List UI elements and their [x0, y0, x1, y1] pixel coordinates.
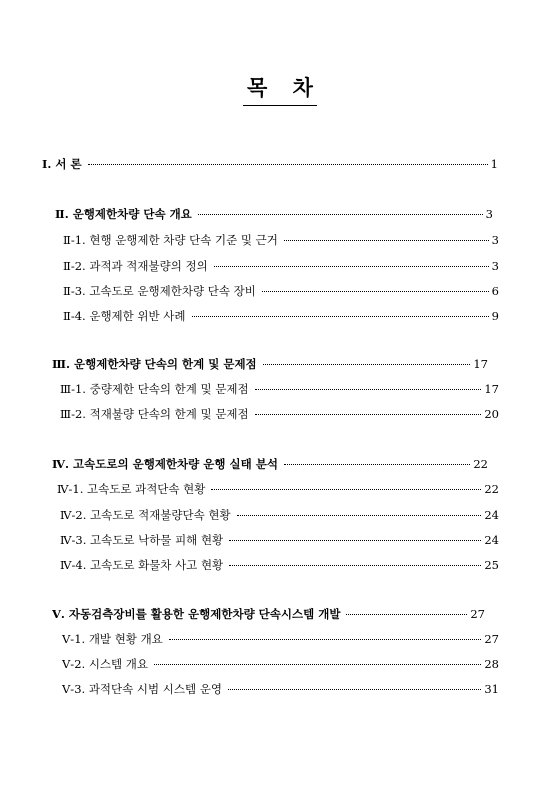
toc-entry-5-2[interactable] [62, 656, 499, 672]
toc-entry-4-3[interactable] [60, 532, 499, 548]
toc-entry-label: Ⅴ. 자동검측장비를 활용한 운행제한차량 단속시스템 개발 [52, 607, 341, 621]
toc-leader-dots [262, 291, 489, 292]
toc-entry-page: 22 [473, 457, 488, 471]
toc-leader-dots [169, 639, 482, 640]
toc-entry-5-3[interactable] [62, 681, 499, 697]
toc-leader-dots [255, 414, 482, 415]
toc-entry-page: 6 [491, 284, 499, 298]
toc-entry-label: Ⅱ-2. 과적과 적재불량의 정의 [63, 259, 208, 273]
toc-entry-page: 24 [484, 533, 499, 547]
toc-leader-dots [198, 214, 483, 215]
toc-entry-label: Ⅴ-2. 시스템 개요 [62, 657, 149, 671]
toc-entry-3[interactable] [52, 356, 488, 372]
toc-entry-2-1[interactable] [63, 232, 499, 248]
toc-entry-page: 22 [484, 482, 499, 496]
toc-leader-dots [255, 389, 482, 390]
toc-entry-page: 1 [490, 157, 498, 171]
toc-entry-label: Ⅳ. 고속도로의 운행제한차량 운행 실태 분석 [52, 457, 278, 471]
toc-entry-label: Ⅲ-1. 중량제한 단속의 한계 및 문제점 [60, 382, 249, 396]
toc-leader-dots [228, 689, 481, 690]
toc-entry-5-1[interactable] [62, 631, 499, 647]
toc-entry-page: 17 [484, 382, 499, 396]
toc-entry-page: 24 [484, 508, 499, 522]
toc-entry-1[interactable] [42, 156, 498, 172]
toc-entry-label: Ⅲ. 운행제한차량 단속의 한계 및 문제점 [52, 357, 257, 371]
toc-leader-dots [229, 565, 481, 566]
toc-entry-page: 3 [485, 207, 493, 221]
toc-leader-dots [214, 266, 489, 267]
toc-entry-2-2[interactable] [63, 258, 499, 274]
toc-entry-2-4[interactable] [63, 308, 499, 324]
page-title [0, 72, 560, 106]
toc-entry-page: 27 [470, 607, 485, 621]
toc-entry-label: Ⅳ-3. 고속도로 낙하물 피해 현황 [60, 533, 224, 547]
toc-entry-page: 25 [484, 558, 499, 572]
toc-leader-dots [154, 664, 481, 665]
toc-entry-page: 3 [491, 259, 499, 273]
toc-entry-label: Ⅱ. 운행제한차량 단속 개요 [55, 207, 192, 221]
toc-entry-label: Ⅳ-4. 고속도로 화물차 사고 현황 [60, 558, 224, 572]
toc-entry-label: Ⅰ. 서 론 [42, 157, 82, 171]
toc-entry-label: Ⅴ-1. 개발 현황 개요 [62, 632, 163, 646]
toc-leader-dots [229, 540, 481, 541]
toc-leader-dots [284, 464, 470, 465]
toc-entry-3-2[interactable] [60, 406, 499, 422]
toc-entry-label: Ⅴ-3. 과적단속 시범 시스템 운영 [62, 682, 222, 696]
toc-entry-page: 3 [491, 233, 499, 247]
toc-entry-label: Ⅱ-1. 현행 운행제한 차량 단속 기준 및 근거 [63, 233, 278, 247]
toc-entry-2-3[interactable] [63, 283, 499, 299]
toc-leader-dots [237, 515, 482, 516]
toc-entry-4-2[interactable] [60, 507, 499, 523]
toc-leader-dots [284, 240, 489, 241]
toc-entry-2[interactable] [55, 206, 493, 222]
toc-entry-4-1[interactable] [57, 481, 499, 497]
toc-entry-label: Ⅱ-3. 고속도로 운행제한차량 단속 장비 [63, 284, 256, 298]
toc-entry-page: 28 [484, 657, 499, 671]
toc-entry-label: Ⅳ-1. 고속도로 과적단속 현황 [57, 482, 206, 496]
toc-entry-page: 27 [484, 632, 499, 646]
toc-entry-label: Ⅲ-2. 적재불량 단속의 한계 및 문제점 [60, 407, 249, 421]
toc-entry-page: 20 [484, 407, 499, 421]
toc-entry-4-4[interactable] [60, 557, 499, 573]
toc-entry-page: 31 [484, 682, 499, 696]
toc-leader-dots [192, 316, 489, 317]
toc-entry-5[interactable] [52, 606, 485, 622]
toc-leader-dots [346, 614, 467, 615]
toc-entry-page: 9 [491, 309, 499, 323]
toc-leader-dots [88, 164, 488, 165]
toc-entry-3-1[interactable] [60, 381, 499, 397]
toc-entry-4[interactable] [52, 456, 488, 472]
toc-entry-label: Ⅳ-2. 고속도로 적재불량단속 현황 [60, 508, 231, 522]
page-title-text: 목 차 [243, 72, 317, 106]
toc-leader-dots [211, 489, 481, 490]
toc-leader-dots [263, 364, 471, 365]
toc-entry-page: 17 [473, 357, 488, 371]
toc-entry-label: Ⅱ-4. 운행제한 위반 사례 [63, 309, 186, 323]
